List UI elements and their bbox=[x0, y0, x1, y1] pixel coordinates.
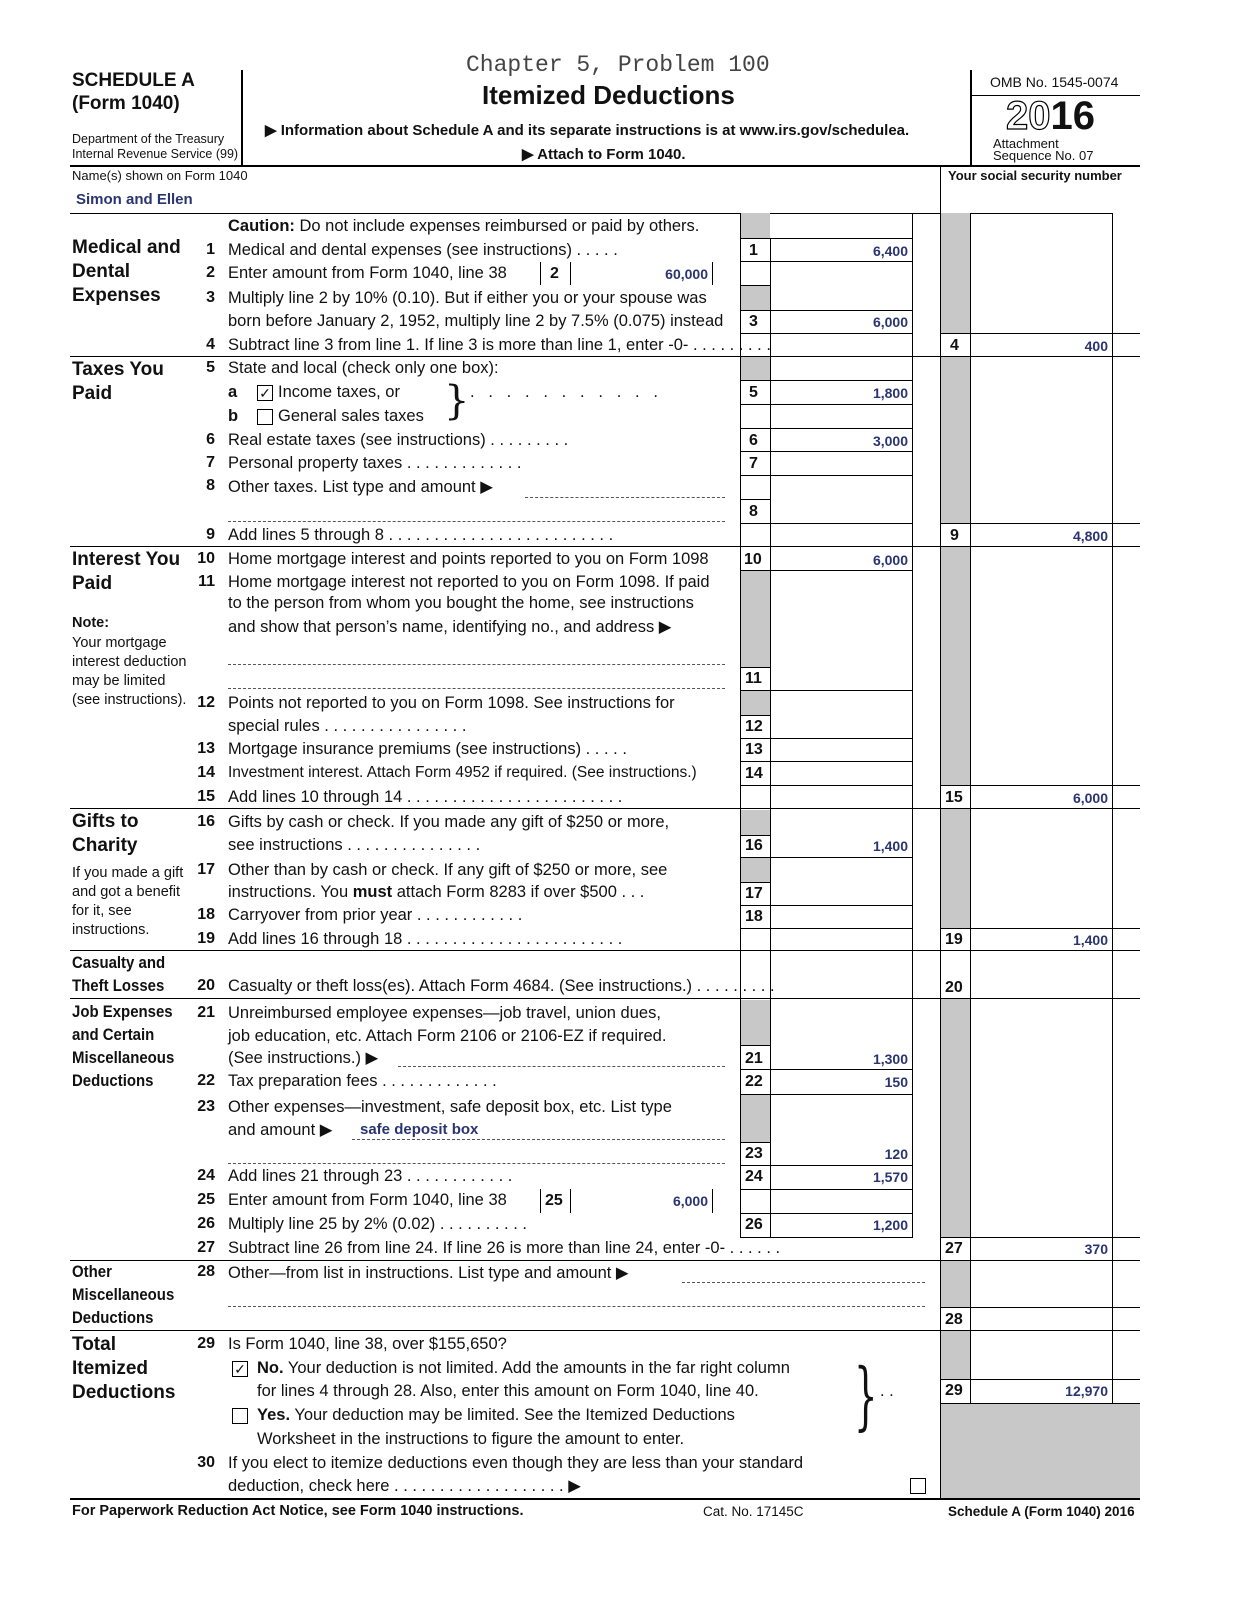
line-27-text: Subtract line 26 from line 24. If line 26 is more than line 24, enter -0- . . . . . . bbox=[228, 1239, 781, 1257]
line-23-amount[interactable]: 120 bbox=[884, 1146, 908, 1162]
box-number: 22 bbox=[745, 1073, 763, 1090]
line-5a-letter: a bbox=[228, 383, 238, 401]
line-25-box-num bbox=[570, 1189, 571, 1213]
footer-cat-number: Cat. No. 17145C bbox=[703, 1504, 804, 1519]
row-rule bbox=[740, 404, 912, 405]
line-number: 4 bbox=[206, 336, 215, 353]
line-5-text: State and local (check only one box): bbox=[228, 359, 499, 377]
section-other-misc: Other Miscellaneous Deductions bbox=[72, 1262, 175, 1327]
inner-gray-column bbox=[740, 285, 770, 310]
col-line-inner-left bbox=[740, 213, 741, 1238]
line-29-yes-text2: Worksheet in the instructions to figure the amount to enter. bbox=[257, 1430, 685, 1448]
row-rule bbox=[740, 570, 912, 571]
line-number: 5 bbox=[206, 359, 215, 376]
line-24-text: Add lines 21 through 23 . . . . . . . . . . . . bbox=[228, 1167, 513, 1185]
line-15-amount[interactable]: 6,000 bbox=[1072, 790, 1108, 806]
line-28-entry[interactable] bbox=[228, 1306, 925, 1307]
inner-gray-column bbox=[740, 357, 770, 380]
line-number: 15 bbox=[197, 788, 215, 805]
line-25-amount[interactable]: 6,000 bbox=[672, 1193, 708, 1209]
line-number: 1 bbox=[206, 241, 215, 258]
inner-gray-column bbox=[740, 690, 770, 715]
attachment-label: Attachment bbox=[993, 136, 1059, 151]
omb-underline bbox=[970, 95, 1140, 96]
col-line-inner-right bbox=[912, 213, 913, 1238]
line-5-dots: . . . . . . . . . . . bbox=[470, 383, 658, 401]
row-rule bbox=[740, 1094, 912, 1095]
box-number: 24 bbox=[745, 1168, 763, 1185]
line-number: 14 bbox=[197, 764, 215, 781]
line-9-text: Add lines 5 through 8 . . . . . . . . . . . . . . . . . . . . . . . . . bbox=[228, 526, 614, 544]
row-rule bbox=[940, 333, 1140, 334]
line-30b-text: deduction, check here . . . . . . . . . . . . . . . . . . . ▶ bbox=[228, 1477, 581, 1495]
box-number: 3 bbox=[749, 313, 758, 330]
box-number: 17 bbox=[745, 885, 763, 902]
section-taxes: Taxes You Paid bbox=[72, 359, 164, 404]
section-medical: Medical and Dental Expenses bbox=[72, 237, 181, 306]
section-rule bbox=[70, 546, 1140, 547]
sales-taxes-checkbox[interactable] bbox=[257, 409, 273, 425]
row-rule bbox=[740, 310, 912, 311]
line-11-entry[interactable] bbox=[228, 664, 725, 665]
info-line: ▶ Information about Schedule A and its separate instructions is at www.irs.gov/schedulea. bbox=[265, 122, 910, 139]
inner-gray-column bbox=[740, 1094, 770, 1142]
right-gray-column bbox=[940, 1331, 970, 1379]
header-divider-right bbox=[970, 70, 972, 165]
line-17b-text bbox=[228, 883, 644, 902]
caution-bold: Caution: bbox=[228, 217, 295, 235]
row-rule bbox=[740, 238, 912, 239]
line-29-amount[interactable]: 12,970 bbox=[1065, 1383, 1108, 1399]
line-25-box-right bbox=[712, 1189, 713, 1213]
row-rule bbox=[740, 1213, 912, 1214]
row-rule bbox=[740, 333, 912, 334]
row-rule bbox=[740, 785, 912, 786]
line-11b-text: to the person from whom you bought the home, see instructions bbox=[228, 594, 694, 612]
line-number: 21 bbox=[197, 1004, 215, 1021]
row-rule bbox=[740, 1165, 912, 1166]
row-rule bbox=[740, 738, 912, 739]
line-22-text: Tax preparation fees . . . . . . . . . . . . . bbox=[228, 1072, 497, 1090]
box-number: 7 bbox=[749, 455, 758, 472]
row-rule bbox=[740, 905, 912, 906]
line-11c-text: and show that person’s name, identifying no., and address ▶ bbox=[228, 618, 672, 636]
tax-year bbox=[1006, 94, 1095, 139]
row-rule bbox=[940, 785, 1140, 786]
line-12a-text: Points not reported to you on Form 1098. See instructions for bbox=[228, 694, 675, 712]
schedule-label: SCHEDULE A bbox=[72, 70, 195, 91]
line-29-no-checkbox[interactable]: ✓ bbox=[232, 1361, 248, 1377]
line-29-no-rest: Your deduction is not limited. Add the amounts in the far right column bbox=[283, 1359, 790, 1377]
box-number: 4 bbox=[950, 337, 959, 354]
row-rule bbox=[740, 1142, 770, 1143]
box-number: 26 bbox=[745, 1216, 763, 1233]
line-13-text: Mortgage insurance premiums (see instructions) . . . . . bbox=[228, 740, 627, 758]
line-18-text: Carryover from prior year . . . . . . . . . . . . bbox=[228, 906, 523, 924]
names-value[interactable]: Simon and Ellen bbox=[76, 191, 193, 208]
names-bottom-rule bbox=[70, 213, 1140, 214]
line-3-amount[interactable]: 6,000 bbox=[872, 314, 908, 330]
box-number: 9 bbox=[950, 527, 959, 544]
line-number: 25 bbox=[197, 1191, 215, 1208]
line-8-entry[interactable] bbox=[228, 521, 725, 522]
box-number: 8 bbox=[749, 503, 758, 520]
line-5b-letter: b bbox=[228, 407, 239, 425]
box-number: 27 bbox=[945, 1240, 963, 1257]
line-29-text: Is Form 1040, line 38, over $155,650? bbox=[228, 1335, 507, 1353]
interest-note: Your mortgage interest deduction may be limited (see instructions). bbox=[72, 635, 187, 708]
line-11-entry[interactable] bbox=[228, 688, 725, 689]
line-number: 16 bbox=[197, 813, 215, 830]
line-number: 22 bbox=[197, 1072, 215, 1089]
box-number: 13 bbox=[745, 741, 763, 758]
line-4-text: Subtract line 3 from line 1. If line 3 is more than line 1, enter -0- . . . . . . . . . bbox=[228, 336, 771, 354]
inner-gray-column bbox=[740, 213, 770, 238]
line-24-amount[interactable]: 1,570 bbox=[872, 1169, 908, 1185]
line-16-amount[interactable]: 1,400 bbox=[872, 838, 908, 854]
attach-line: ▶ Attach to Form 1040. bbox=[522, 146, 686, 163]
row-rule bbox=[740, 715, 770, 716]
caution-note bbox=[228, 217, 699, 236]
line-19-amount[interactable]: 1,400 bbox=[1072, 932, 1108, 948]
box-number: 16 bbox=[745, 837, 763, 854]
line-16b-text: see instructions . . . . . . . . . . . . . . . bbox=[228, 836, 481, 854]
line-17b-part1: instructions. You bbox=[228, 883, 353, 901]
line-5a-text: Income taxes, or bbox=[278, 383, 400, 401]
line-number: 18 bbox=[197, 906, 215, 923]
box-number: 28 bbox=[945, 1311, 963, 1328]
line-22-amount[interactable]: 150 bbox=[884, 1074, 908, 1090]
section-interest: Interest You Paid bbox=[72, 549, 181, 594]
line-29-yes-checkbox[interactable] bbox=[232, 1408, 248, 1424]
line-27-amount[interactable]: 370 bbox=[1084, 1241, 1108, 1257]
row-rule bbox=[740, 835, 770, 836]
right-gray-column bbox=[940, 999, 970, 1237]
line-11a-text: Home mortgage interest not reported to you on Form 1098. If paid bbox=[228, 573, 710, 591]
dept-irs: Internal Revenue Service (99) bbox=[72, 147, 239, 161]
row-rule bbox=[740, 1237, 912, 1238]
box-number: 10 bbox=[744, 551, 762, 568]
line-2-amount[interactable]: 60,000 bbox=[665, 266, 708, 282]
line-1-text: Medical and dental expenses (see instructions) . . . . . bbox=[228, 241, 618, 259]
line-4-amount[interactable]: 400 bbox=[1084, 338, 1108, 354]
line-number: 7 bbox=[206, 454, 215, 471]
line-8-entry[interactable] bbox=[525, 497, 725, 498]
box-number: 6 bbox=[749, 432, 758, 449]
names-label: Name(s) shown on Form 1040 bbox=[72, 168, 248, 183]
row-rule bbox=[740, 857, 912, 858]
line-21a-text: Unreimbursed employee expenses—job travel, union dues, bbox=[228, 1004, 661, 1022]
line-23a-text: Other expenses—investment, safe deposit box, etc. List type bbox=[228, 1098, 672, 1116]
line-21b-text: job education, etc. Attach Form 2106 or 2106-EZ if required. bbox=[228, 1027, 667, 1045]
footer-rule bbox=[70, 1498, 1140, 1500]
line-23-description[interactable]: safe deposit box bbox=[360, 1121, 479, 1138]
caution-text: Do not include expenses reimbursed or paid by others. bbox=[294, 217, 700, 235]
line-number: 28 bbox=[197, 1263, 215, 1280]
right-gray-column bbox=[940, 1403, 1140, 1498]
inner-gray-column bbox=[740, 1000, 770, 1045]
box-number: 25 bbox=[545, 1192, 563, 1209]
box-number: 29 bbox=[945, 1382, 963, 1399]
box-number: 11 bbox=[745, 670, 762, 687]
line-2-box-right bbox=[712, 262, 713, 285]
line-17a-text: Other than by cash or check. If any gift of $250 or more, see bbox=[228, 861, 668, 879]
row-rule bbox=[940, 1403, 1140, 1404]
line-number: 23 bbox=[197, 1098, 215, 1115]
line-1-amount[interactable]: 6,400 bbox=[872, 243, 908, 259]
row-rule bbox=[740, 428, 912, 429]
row-rule bbox=[740, 1189, 912, 1190]
row-rule bbox=[740, 761, 912, 762]
line-number: 13 bbox=[197, 740, 215, 757]
header-divider-left bbox=[241, 70, 243, 165]
row-rule bbox=[740, 499, 770, 500]
line-7-text: Personal property taxes . . . . . . . . . . . . . bbox=[228, 454, 522, 472]
omb-number: OMB No. 1545-0074 bbox=[990, 74, 1119, 90]
interest-note-title: Note: bbox=[72, 615, 110, 631]
line-2-box-left bbox=[540, 262, 541, 285]
tax-year-outline: 20 bbox=[1006, 94, 1051, 138]
right-gray-column bbox=[940, 1261, 970, 1307]
row-rule bbox=[740, 882, 770, 883]
line-5b-text: General sales taxes bbox=[278, 407, 424, 425]
line-26-text: Multiply line 25 by 2% (0.02) . . . . . . . . . . bbox=[228, 1215, 527, 1233]
box-number: 20 bbox=[945, 979, 963, 996]
box-number: 2 bbox=[550, 265, 559, 282]
line-2-text: Enter amount from Form 1040, line 38 bbox=[228, 264, 507, 282]
line-25-box-left bbox=[540, 1189, 541, 1213]
line-number: 26 bbox=[197, 1215, 215, 1232]
line-14-text: Investment interest. Attach Form 4952 if required. (See instructions.) bbox=[228, 764, 697, 781]
line-3b-text: born before January 2, 1952, multiply line 2 by 7.5% (0.075) instead bbox=[228, 312, 724, 330]
line-9-amount[interactable]: 4,800 bbox=[1072, 528, 1108, 544]
inner-gray-column bbox=[740, 570, 770, 667]
line-21c-text: (See instructions.) ▶ bbox=[228, 1049, 379, 1067]
line-number: 17 bbox=[197, 861, 215, 878]
line-29-yes-rest: Your deduction may be limited. See the Itemized Deductions bbox=[290, 1406, 735, 1424]
row-rule bbox=[740, 475, 912, 476]
line-20-text: Casualty or theft loss(es). Attach Form 4684. (See instructions.) . . . . . . . . . bbox=[228, 977, 775, 995]
row-rule bbox=[740, 380, 912, 381]
line-29-dots: . . bbox=[880, 1382, 894, 1400]
line-5-brace: } bbox=[444, 378, 470, 424]
line-5-amount[interactable]: 1,800 bbox=[872, 385, 908, 401]
row-rule bbox=[940, 1237, 1140, 1238]
ssn-label: Your social security number bbox=[948, 168, 1122, 183]
footer-form-id: Schedule A (Form 1040) 2016 bbox=[948, 1504, 1135, 1519]
row-rule bbox=[940, 523, 1140, 524]
row-rule bbox=[740, 690, 912, 691]
gifts-note: If you made a gift and got a benefit for it, see instructions. bbox=[72, 865, 184, 938]
line-6-text: Real estate taxes (see instructions) . . . . . . . . . bbox=[228, 431, 569, 449]
line-23-entry[interactable] bbox=[352, 1139, 725, 1140]
line-29-yes-text bbox=[257, 1406, 735, 1425]
row-rule bbox=[740, 261, 912, 262]
line-number: 30 bbox=[197, 1454, 215, 1471]
header-bottom-rule bbox=[70, 165, 1140, 167]
line-17b-must: must bbox=[352, 883, 393, 901]
box-number: 5 bbox=[749, 384, 758, 401]
section-rule bbox=[70, 950, 1140, 951]
row-rule bbox=[740, 285, 770, 286]
line-23b-text: and amount ▶ bbox=[228, 1121, 333, 1139]
line-29-no-text2: for lines 4 through 28. Also, enter this amount on Form 1040, line 40. bbox=[257, 1382, 759, 1400]
section-job-expenses: Job Expenses and Certain Miscellaneous Deductions bbox=[72, 1002, 175, 1090]
box-number: 19 bbox=[945, 931, 963, 948]
income-taxes-checkbox[interactable]: ✓ bbox=[257, 385, 273, 401]
chapter-heading: Chapter 5, Problem 100 bbox=[466, 52, 770, 78]
line-29-yes-bold: Yes. bbox=[257, 1406, 291, 1424]
box-number: 18 bbox=[745, 908, 763, 925]
line-23-entry[interactable] bbox=[228, 1163, 725, 1164]
box-number: 21 bbox=[745, 1050, 763, 1067]
box-number: 1 bbox=[749, 242, 758, 259]
line-number: 8 bbox=[206, 477, 215, 494]
line-21-entry[interactable] bbox=[398, 1066, 725, 1067]
line-29-no-text bbox=[257, 1359, 790, 1378]
line-number: 11 bbox=[198, 573, 215, 590]
tax-year-bold: 16 bbox=[1050, 94, 1095, 138]
box-number: 23 bbox=[745, 1145, 763, 1162]
line-number: 12 bbox=[197, 694, 215, 711]
footer-paperwork-notice: For Paperwork Reduction Act Notice, see Form 1040 instructions. bbox=[72, 1503, 524, 1519]
line-6-amount[interactable]: 3,000 bbox=[872, 433, 908, 449]
line-21-amount[interactable]: 1,300 bbox=[872, 1051, 908, 1067]
sequence-number: Sequence No. 07 bbox=[993, 148, 1094, 163]
right-gray-column bbox=[940, 213, 970, 333]
form-title: Itemized Deductions bbox=[482, 80, 735, 110]
row-rule bbox=[940, 1307, 1140, 1308]
line-number: 19 bbox=[197, 930, 215, 947]
line-3a-text: Multiply line 2 by 10% (0.10). But if either you or your spouse was bbox=[228, 289, 707, 307]
line-number: 9 bbox=[206, 526, 215, 543]
section-casualty: Casualty and Theft Losses bbox=[72, 953, 166, 995]
section-total: Total Itemized Deductions bbox=[72, 1334, 176, 1403]
line-28-text: Other—from list in instructions. List type and amount ▶ bbox=[228, 1264, 629, 1282]
section-rule bbox=[70, 998, 1140, 999]
line-12b-text: special rules . . . . . . . . . . . . . . . . bbox=[228, 717, 467, 735]
col-line-right-left bbox=[940, 213, 941, 1498]
line-number: 29 bbox=[197, 1335, 215, 1352]
line-17b-part2: attach Form 8283 if over $500 . . . bbox=[392, 883, 645, 901]
row-rule bbox=[940, 1379, 1140, 1380]
section-rule bbox=[70, 1330, 1140, 1331]
row-rule bbox=[740, 1069, 912, 1070]
right-gray-column bbox=[940, 357, 970, 523]
line-number: 3 bbox=[206, 289, 215, 306]
line-number: 6 bbox=[206, 431, 215, 448]
right-gray-column bbox=[940, 547, 970, 785]
line-25-text: Enter amount from Form 1040, line 38 bbox=[228, 1191, 507, 1209]
line-26-amount[interactable]: 1,200 bbox=[872, 1217, 908, 1233]
box-number: 12 bbox=[745, 718, 763, 735]
line-10-text: Home mortgage interest and points reported to you on Form 1098 bbox=[228, 550, 709, 568]
line-29-brace: } bbox=[854, 1353, 878, 1439]
line-15-text: Add lines 10 through 14 . . . . . . . . . . . . . . . . . . . . . . . . bbox=[228, 788, 623, 806]
inner-gray-column bbox=[740, 857, 770, 882]
line-number: 10 bbox=[197, 550, 215, 567]
section-gifts: Gifts to Charity bbox=[72, 811, 139, 856]
row-rule bbox=[740, 451, 912, 452]
line-30a-text: If you elect to itemize deductions even though they are less than your standard bbox=[228, 1454, 804, 1472]
row-rule bbox=[740, 1045, 770, 1046]
line-number: 24 bbox=[197, 1167, 215, 1184]
line-number: 2 bbox=[206, 264, 215, 281]
row-rule bbox=[740, 667, 770, 668]
row-rule bbox=[940, 928, 1140, 929]
section-rule bbox=[70, 356, 1140, 357]
line-2-box-num bbox=[570, 262, 571, 285]
section-rule bbox=[70, 808, 1140, 809]
line-30-checkbox[interactable] bbox=[910, 1478, 926, 1494]
line-10-amount[interactable]: 6,000 bbox=[872, 552, 908, 568]
row-rule bbox=[740, 523, 912, 524]
line-8-text: Other taxes. List type and amount ▶ bbox=[228, 478, 493, 496]
line-28-entry[interactable] bbox=[682, 1282, 925, 1283]
line-number: 27 bbox=[197, 1239, 215, 1256]
inner-gray-column bbox=[740, 810, 770, 835]
line-number: 20 bbox=[197, 977, 215, 994]
box-number: 15 bbox=[945, 789, 963, 806]
dept-treasury: Department of the Treasury bbox=[72, 132, 225, 146]
right-gray-column bbox=[940, 809, 970, 928]
section-rule bbox=[70, 1260, 1140, 1261]
line-16a-text: Gifts by cash or check. If you made any gift of $250 or more, bbox=[228, 813, 670, 831]
line-29-no-bold: No. bbox=[257, 1359, 284, 1377]
row-rule bbox=[740, 928, 912, 929]
box-number: 14 bbox=[745, 765, 763, 782]
form-label: (Form 1040) bbox=[72, 93, 180, 114]
line-19-text: Add lines 16 through 18 . . . . . . . . . . . . . . . . . . . . . . . . bbox=[228, 930, 623, 948]
ssn-divider bbox=[940, 165, 941, 213]
